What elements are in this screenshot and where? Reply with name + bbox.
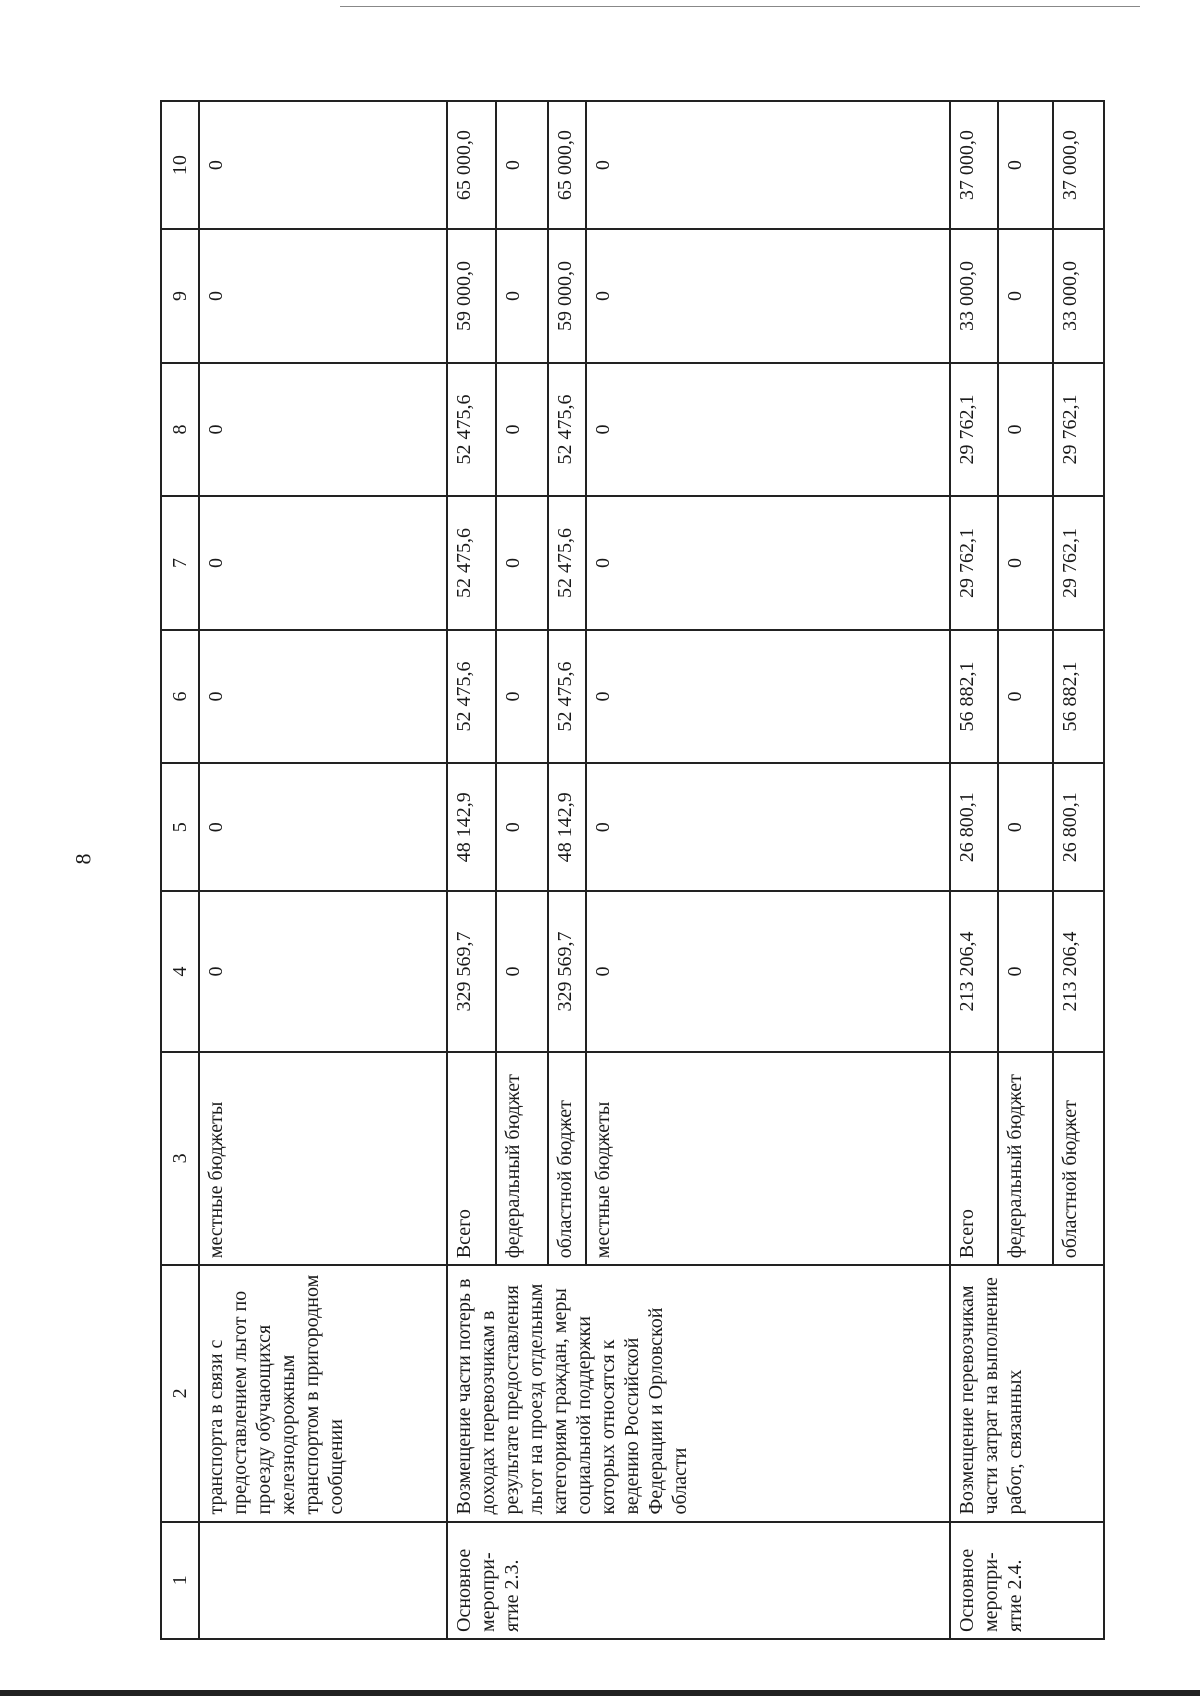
header-cell: 6 <box>161 630 199 764</box>
header-cell: 10 <box>161 101 199 229</box>
value-cell: 0 <box>998 630 1053 764</box>
value-cell: 0 <box>586 101 950 229</box>
value-cell: 0 <box>998 229 1053 363</box>
value-cell: 0 <box>496 101 549 229</box>
funding-source-cell: Всего <box>447 1052 496 1266</box>
value-cell: 0 <box>496 763 549 891</box>
funding-source-cell: Всего <box>950 1052 999 1266</box>
value-cell: 0 <box>998 763 1053 891</box>
value-cell: 0 <box>496 891 549 1051</box>
value-cell: 0 <box>199 229 447 363</box>
header-cell: 7 <box>161 496 199 630</box>
value-cell: 0 <box>496 496 549 630</box>
table-row <box>199 101 447 1639</box>
value-cell: 33 000,0 <box>1053 229 1104 363</box>
header-cell: 9 <box>161 229 199 363</box>
funding-source-cell: местные бюджеты <box>199 1052 447 1266</box>
value-cell: 56 882,1 <box>950 630 999 764</box>
event-description-cell: Возмещение части потерь в доходах перевозчикам в результате предоставления льгот на проезд отдельным категориям граждан, меры социальной поддержки которых относятся к ведению Российской Федерации и Орловской области <box>447 1265 950 1521</box>
header-cell: 2 <box>161 1265 199 1521</box>
header-cell: 1 <box>161 1522 199 1639</box>
value-cell: 26 800,1 <box>950 763 999 891</box>
value-cell: 29 762,1 <box>950 363 999 497</box>
value-cell: 0 <box>586 891 950 1051</box>
value-cell: 329 569,7 <box>447 891 496 1051</box>
header-cell: 5 <box>161 763 199 891</box>
page-number: 8 <box>70 853 96 865</box>
value-cell: 33 000,0 <box>950 229 999 363</box>
value-cell: 52 475,6 <box>548 630 585 764</box>
value-cell: 0 <box>496 363 549 497</box>
value-cell: 329 569,7 <box>548 891 585 1051</box>
value-cell: 0 <box>586 763 950 891</box>
value-cell: 59 000,0 <box>447 229 496 363</box>
value-cell: 0 <box>496 630 549 764</box>
value-cell: 0 <box>586 229 950 363</box>
value-cell: 0 <box>998 101 1053 229</box>
value-cell: 37 000,0 <box>1053 101 1104 229</box>
value-cell: 29 762,1 <box>1053 496 1104 630</box>
value-cell: 29 762,1 <box>1053 363 1104 497</box>
value-cell: 52 475,6 <box>447 496 496 630</box>
value-cell: 59 000,0 <box>548 229 585 363</box>
value-cell: 48 142,9 <box>447 763 496 891</box>
value-cell: 56 882,1 <box>1053 630 1104 764</box>
funding-source-cell: федеральный бюджет <box>998 1052 1053 1266</box>
value-cell: 29 762,1 <box>950 496 999 630</box>
table-row <box>950 101 999 1639</box>
event-name-cell <box>199 1522 447 1639</box>
funding-source-cell: местные бюджеты <box>586 1052 950 1266</box>
value-cell: 0 <box>998 496 1053 630</box>
value-cell: 0 <box>586 363 950 497</box>
value-cell: 52 475,6 <box>447 363 496 497</box>
value-cell: 0 <box>496 229 549 363</box>
value-cell: 0 <box>998 363 1053 497</box>
value-cell: 0 <box>199 101 447 229</box>
rotated-table-container <box>160 100 1105 1640</box>
budget-table <box>160 100 1105 1640</box>
value-cell: 0 <box>199 891 447 1051</box>
table-row <box>447 101 496 1639</box>
header-cell: 3 <box>161 1052 199 1266</box>
header-cell: 4 <box>161 891 199 1051</box>
value-cell: 48 142,9 <box>548 763 585 891</box>
value-cell: 0 <box>199 630 447 764</box>
value-cell: 65 000,0 <box>548 101 585 229</box>
value-cell: 213 206,4 <box>950 891 999 1051</box>
funding-source-cell: областной бюджет <box>1053 1052 1104 1266</box>
header-cell: 8 <box>161 363 199 497</box>
event-name-cell: Основное меропри-ятие 2.3. <box>447 1522 950 1639</box>
value-cell: 0 <box>199 763 447 891</box>
funding-source-cell: федеральный бюджет <box>496 1052 549 1266</box>
event-description-cell: Возмещение перевозчикам части затрат на выполнение работ, связанных <box>950 1265 1104 1521</box>
scan-edge-line <box>340 6 1140 7</box>
event-name-cell: Основное меропри-ятие 2.4. <box>950 1522 1104 1639</box>
value-cell: 52 475,6 <box>447 630 496 764</box>
value-cell: 0 <box>199 496 447 630</box>
value-cell: 52 475,6 <box>548 363 585 497</box>
value-cell: 0 <box>199 363 447 497</box>
value-cell: 213 206,4 <box>1053 891 1104 1051</box>
value-cell: 0 <box>586 630 950 764</box>
value-cell: 65 000,0 <box>447 101 496 229</box>
scan-bottom-edge <box>0 1690 1200 1696</box>
header-row <box>161 101 199 1639</box>
value-cell: 37 000,0 <box>950 101 999 229</box>
value-cell: 26 800,1 <box>1053 763 1104 891</box>
event-description-cell: транспорта в связи с предоставлением льгот по проезду обучающихся железнодорожным транспортом в пригородном сообщении <box>199 1265 447 1521</box>
value-cell: 0 <box>586 496 950 630</box>
funding-source-cell: областной бюджет <box>548 1052 585 1266</box>
value-cell: 0 <box>998 891 1053 1051</box>
value-cell: 52 475,6 <box>548 496 585 630</box>
